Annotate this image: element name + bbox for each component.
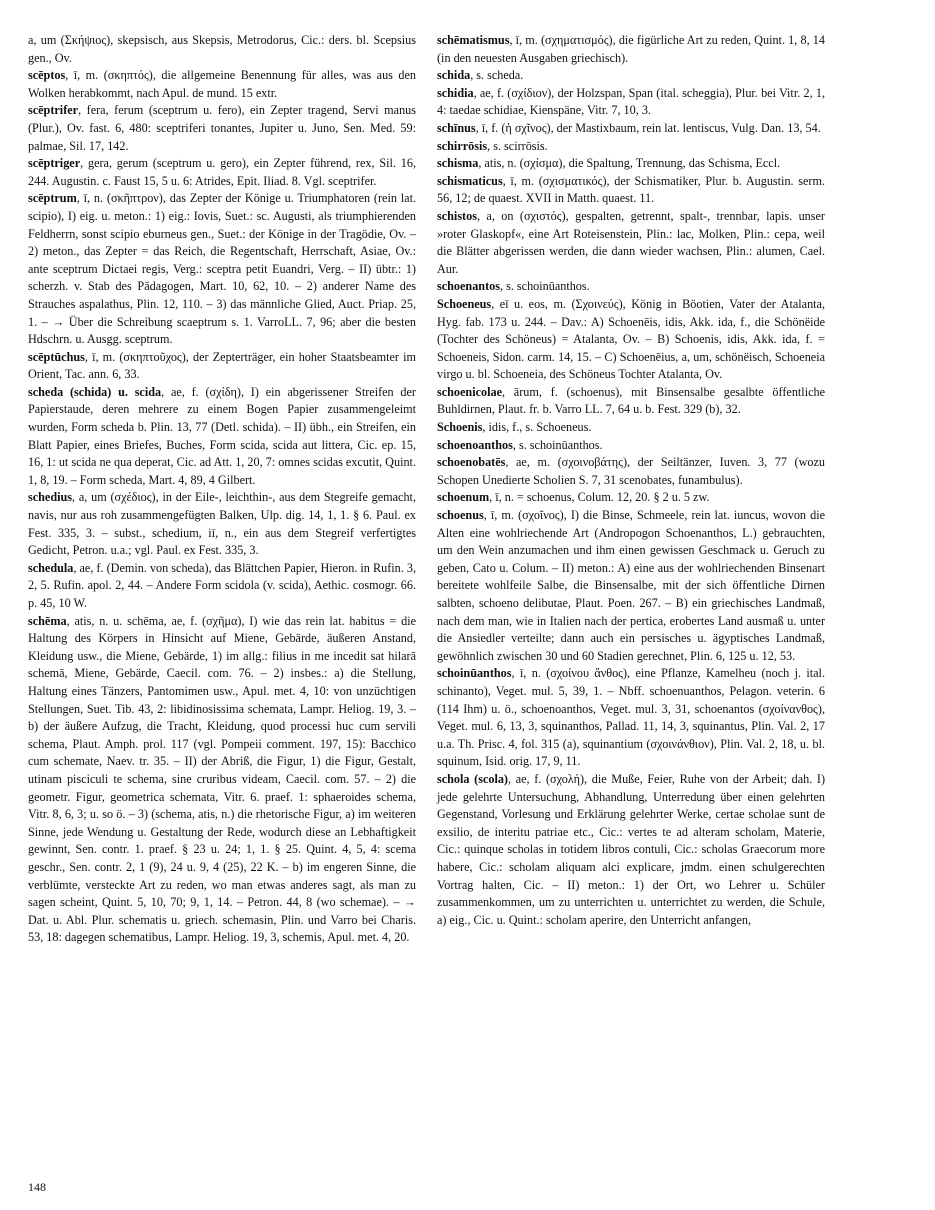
dictionary-entry: schoenantos, s. schoinūanthos.: [437, 279, 590, 294]
right-column: [437, 32, 825, 929]
dictionary-entry: schīnus, ī, f. (ἡ σχῖνος), der Mastixbaum, rein lat. lentiscus, Vulg. Dan. 13, 54.: [437, 120, 821, 135]
dictionary-entry: schismaticus, ī, m. (σχισματικός), der Schismatiker, Plur. b. Augustin. serm. 56, 12; de quaest. XVII in Matth. quaest. 11.: [437, 173, 825, 206]
left-column: [28, 32, 416, 947]
dictionary-entry: schoinūanthos, ī, n. (σχοίνου ἄνθος), eine Pflanze, Kamelheu (noch j. ital. schinanto), Veget. mul. 5, 39, 1. – Nbff. schoenuanthos, Pelagon. veterin. 6 (114 Ihm) u. ö., schoenoanthos, Veget. mul. 3, 31, schoenantos (σχοίνανθος), Veget. mul. 6, 13, 3, squinanthos, Pallad. 11, 14, 3, squinantus, Plin. Val. 2, 17 u.a. Th. Prisc. 4, fol. 315 (a), squinantium (σχοινάνθιον), Plin. Val. 2, 18, u. bl. squinum, Isid. orig. 17, 9, 11.: [437, 666, 825, 769]
dictionary-entry: a, um (Σκήψιος), skepsisch, aus Skepsis, Metrodorus, Cic.: ders. bl. Scepsius gen., Ov.: [28, 33, 416, 65]
dictionary-entry: schēmatismus, ī, m. (σχηματισμός), die figürliche Art zu reden, Quint. 1, 8, 14 (in den neuesten Ausgaben griechisch).: [437, 33, 825, 65]
dictionary-entry: scēptrum, ī, n. (σκῆπτρον), das Zepter der Könige u. Triumphatoren (rein lat. scipio), I) eig. u. meton.: 1) eig.: Iovis, Suet.: sc. Augusti, als triumphierenden Feldherrn, sonst scipio eburneus gen., Suet.: der Könige in der Tragödie, Ov. – 2) meton., das Zepter = das Reich, die Regentschaft, Herrschaft, Asiae, Ov.: ante sceptrum Dictaei regis, Verg.: sceptra petit Euandri, Verg. – II) übtr.: 1) scherzh. v. Stab des Pädagogen, Mart. 10, 62, 10. – 2) anderer Name des Strauches aspalathus, Plin. 12, 110. – 3) das männliche Glied, Auct. Priap. 25, 1. – → Über die Schreibung scaeptrum s. 1. VarroLL. 7, 96; aber die besten Hdschrn. u. Ausgg. sceptrum.: [28, 191, 416, 347]
dictionary-entry: schola (scola), ae, f. (σχολή), die Muße, Feier, Ruhe von der Arbeit; dah. I) jede gelehrte Untersuchung, Abhandlung, Unterredung über einen gelehrten Gegenstand, Vorlesung und Erklärung gelehrter Werke, certae scholae sunt de exsilio, de interitu patriae etc., Cic.: vertes te ad alteram scholam, Materie, Cic.: quinque scholas in totidem libros contuli, Cic.: scholas Graecorum more habere, Cic.: scholam aliquam alci explicare, jmdm. einen schulgerechten Vortrag halten, Cic. – II) meton.: 1) der Ort, wo Lehrer u. Schüler zusammenkommen, um zu unterrichten u. unterrichtet zu werden, die Schule, a) eig., Cic. u. Quint.: scholam aperire, den Unterricht anfangen,: [437, 771, 825, 927]
dictionary-entry: schoenoanthos, s. schoinūanthos.: [437, 437, 603, 452]
dictionary-entry: schoenobatēs, ae, m. (σχοινοβάτης), der Seiltänzer, Iuven. 3, 77 (wozu Schopen Unedierte Scholien S. 7, 31 scenobates, funambulus).: [437, 455, 825, 487]
dictionary-entry: scēptrifer, fera, ferum (sceptrum u. fero), ein Zepter tragend, Servi manus (Plur.), Ov. fast. 6, 480: sceptriferi tonantes, Jupiter u. Juno, Sen. Med. 59: palmae, Sil. 17, 142.: [28, 103, 416, 153]
dictionary-entry: schoenum, ī, n. = schoenus, Colum. 12, 20. § 2 u. 5 zw.: [437, 490, 710, 505]
dictionary-entry: scēptūchus, ī, m. (σκηπτοῦχος), der Zepterträger, ein hoher Staatsbeamter im Orient, Tac. ann. 6, 33.: [28, 349, 416, 382]
dictionary-entry: Schoeneus, eī u. eos, m. (Σχοινεύς), König in Böotien, Vater der Atalanta, Hyg. fab. 173 u. 244. – Dav.: A) Schoenēis, idis, Akk. ida, f., die Schönëide (Tochter des Schöneus) = Atalanta, Ov. – B) Schoenis, idis, Akk. ida, f. = Schoeneis, Sidon. carm. 14, 15. – C) Schoenēius, a, um, schönëisch, Schoeneia virgo u. bl. Schoeneia, des Schöneus Tochter Atalanta, Ov.: [437, 296, 825, 382]
dictionary-entry: schida, s. scheda.: [437, 68, 524, 83]
dictionary-entry: schisma, atis, n. (σχίσμα), die Spaltung, Trennung, das Schisma, Eccl.: [437, 156, 781, 171]
page-number: 148: [28, 1180, 46, 1194]
dictionary-entry: Schoenis, idis, f., s. Schoeneus.: [437, 420, 592, 435]
dictionary-entry: schedula, ae, f. (Demin. von scheda), das Blättchen Papier, Hieron. in Rufin. 3, 2, 5. Rufin. apol. 2, 44. – Andere Form scidola (v. scida), Aethic. cosmogr. 66. p. 45, 10 W.: [28, 560, 416, 610]
dictionary-entry: scēptriger, gera, gerum (sceptrum u. gero), ein Zepter führend, rex, Sil. 16, 244. Augustin. c. Faust 15, 5 u. 6: Atrides, Epit. Iliad. 8. Vgl. sceptrifer.: [28, 156, 416, 188]
dictionary-entry: schoenicolae, ārum, f. (schoenus), mit Binsensalbe gesalbte öffentliche Buhldirnen, Plaut. fr. b. Varro LL. 7, 64 u. b. Fest. 329 (b), 32.: [437, 384, 825, 417]
dictionary-entry: schēma, atis, n. u. schēma, ae, f. (σχῆμα), I) wie das rein lat. habitus = die Haltung des Körpers in Hinsicht auf Miene, Gebärde, äußeren Anstand, Kleidung usw., die Miene, Gebärde, 1) im allg.: filius in me incedit sat hilarā schemā, Miene, Gebärde, Caecil. com. 76. – 2) insbes.: a) die Stellung, Haltung eines Tänzers, Pantomimen usw., Apul. met. 4, 10: von unzüchtigen Stellungen, Suet. Tib. 43, 2: libidinosissima schemata, Lampr. Heliog. 19, 3. – b) der äußere Aufzug, die Tracht, Kleidung, quod processi huc cum servili schema, Plaut. Amph. prol. 117 (vgl. Pompeii comment. 197, 15): Bacchico cum schemate, Naev. tr. 35. – II) der Abriß, die Figur, 1) die Figur, Gestalt, utinam pisciculi te schema, sine cruribus videam, Caecil. com. 57. – 2) die geometr. Figur, geometrica schemata, Vitr. 6. praef. 1: sphaeroides schema, Vitr. 8, 6, 3; u. so ö. – 3) (schema, atis, n.) die rhetorische Figur, a) im weiteren Sinne, jede Wendung u. Gestaltung der Rede, wodurch diese an Lebhaftigkeit gewinnt, Sen. contr. 1. praef. § 23 u. 24; 1, 1. § 25. Quint. 4, 5, 4: scema geschr., Sen. contr. 2, 1 (9), 24 u. 9, 4 (25), 22 K. – b) im engeren Sinne, die verblümte, versteckte Art zu reden, wo man etwas anderes sagt, als man zu sagen scheint, Quint. 5, 10, 70; 9, 1, 14. – Petron. 44, 8 (wo schemae). – → Dat. u. Abl. Plur. schematis u. griech. schemasin, Plin. und Varro bei Charis. 53, 18: dagegen schematibus, Lampr. Heliog. 19, 3, schemis, Apul. met. 4, 20.: [28, 613, 416, 945]
dictionary-entry: scheda (schida) u. scida, ae, f. (σχίδη), I) ein abgerissener Streifen der Papierstaude, deren mehrere zu einem Bogen Papier zusammengeleimt wurden, Form scheda b. Plin. 13, 77 (Detl. schida). – II) übh., ein Streifen, ein Blatt Papier, eines Briefes, Buches, Form scida, scida aut littera, Cic. ep. 15, 16, 1: ut scida ne qua deperat, Cic. ad Att. 1, 20, 7: omnes scidas excutit, Quint. 1, 8, 19. – Form scheda, Mart. 4, 89, 4 Gilbert.: [28, 384, 416, 487]
dictionary-entry: schirrōsis, s. scirrōsis.: [437, 138, 548, 153]
dictionary-entry: scēptos, ī, m. (σκηπτός), die allgemeine Benennung für alles, was aus den Wolken herabkommt, nach Apul. de mund. 15 extr.: [28, 68, 416, 100]
dictionary-entry: schoenus, ī, m. (σχοῖνος), I) die Binse, Schmeele, rein lat. iuncus, wovon die Alten eine wohlriechende Art (Andropogon Schoenanthos, L.) gebrauchten, um den Wein anzumachen und ihm einen gewissen Geschmack u. Geruch zu geben, Cato u. Colum. – II) meton.: A) eine aus der wohlriechenden Binsenart bereitete wohlfeile Salbe, die Binsensalbe, mit der sich öffentliche Dirnen salbten, schoeno delibutae, Plaut. Poen. 267. – B) ein griechisches Landmaß, nach dem man, wie in Italien nach der pertica, erobertes Land ausmaß u. unter die Ansiedler verteilte; dann auch ein persisches u. ägyptisches Landmaß, gewöhnlich zwischen 30 und 60 Stadien gerechnet, Plin. 6, 125 u. 12, 53.: [437, 508, 825, 663]
dictionary-entry: schidia, ae, f. (σχίδιον), der Holzspan, Span (ital. scheggia), Plur. bei Vitr. 2, 1, 4: taedae schidiae, Kienspäne, Vitr. 7, 10, 3.: [437, 85, 825, 118]
dictionary-entry: schistos, a, on (σχιστός), gespalten, getrennt, spalt-, trennbar, lapis. unser »roter Glaskopf«, eine Art Roteisenstein, Plin.: lac, Molken, Plin.: cepa, weil die Blätter abgerissen werden, die dann wieder wachsen, Plin.: alumen, Cael. Aur.: [437, 208, 825, 276]
dictionary-entry: schedius, a, um (σχέδιος), in der Eile-, leichthin-, aus dem Stegreife gemacht, navis, nur aus roh zusammengefügten Balken, Ulp. dig. 14, 1, 1. § 6. Paul. ex Fest. 335, 3. – subst., schedium, iī, n., ein aus dem Stegreif verfertigtes Gedicht, Petron. u.a.; vgl. Paul. ex Fest. 335, 3.: [28, 490, 416, 558]
